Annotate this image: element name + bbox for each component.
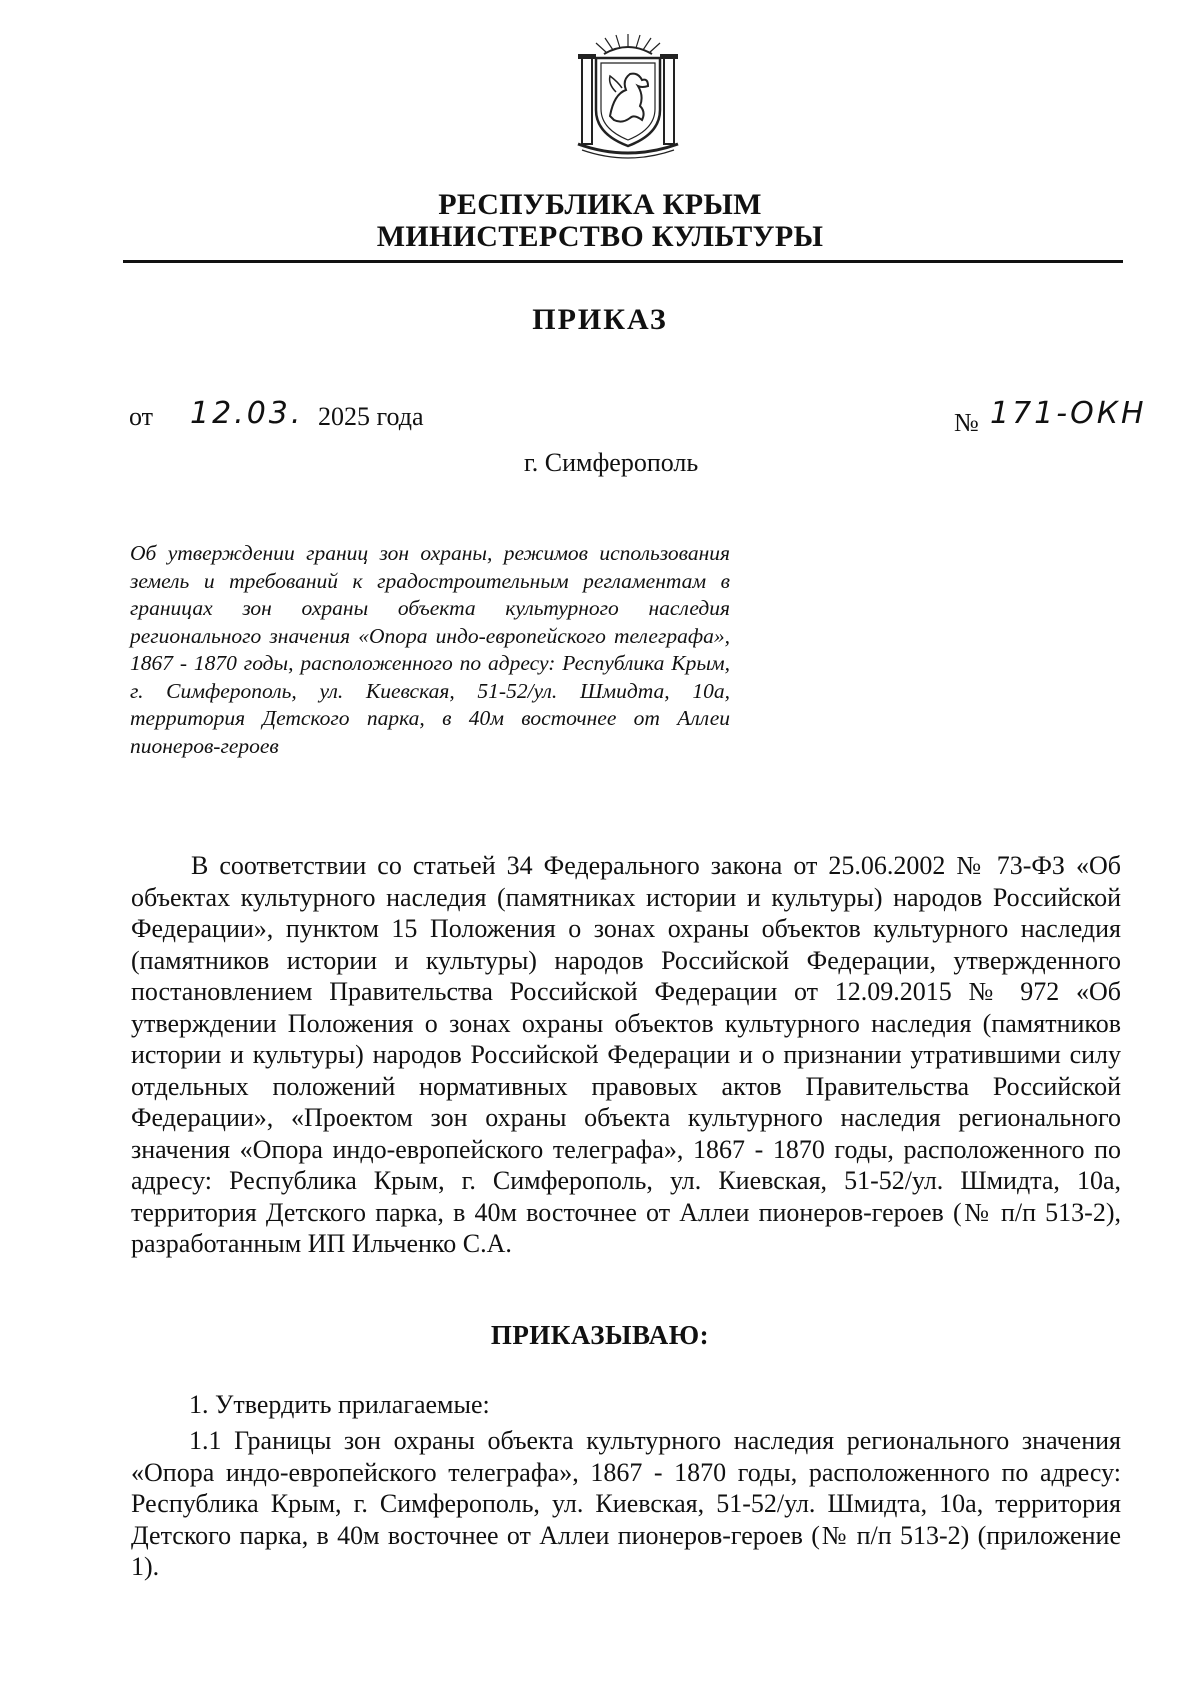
number-handwritten: 171-ОКН [990, 396, 1147, 431]
date-handwritten: 12.03. [190, 396, 304, 431]
date-year: 2025 года [318, 402, 424, 431]
order-heading: ПРИКАЗЫВАЮ: [490, 1320, 710, 1350]
header-ministry: МИНИСТЕРСТВО КУЛЬТУРЫ [376, 220, 824, 253]
header-divider [123, 260, 1123, 263]
preamble-paragraph: В соответствии со статьей 34 Федерального закона от 25.06.2002 № 73-ФЗ «Об объектах культурного наследия (памятниках истории и культуры) народов Российской Федерации», пунктом 15 Положения о зонах охраны объектов культурного наследия (памятников истории и культуры) народов Российской Федерации, утвержденного постановлением Правительства Российской Федерации от 12.09.2015 № 972 «Об утверждении Положения о зонах охраны объектов культурного наследия (памятников истории и культуры) народов Российской Федерации и о признании утратившими силу отдельных положений нормативных правовых актов Правительства Российской Федерации», «Проектом зон охраны объекта культурного наследия регионального значения «Опора индо-европейского телеграфа», 1867 - 1870 годы, расположенного по адресу: Республика Крым, г. Симферополь, ул. Киевская, 51-52/ул. Шмидта, 10а, территория Детского парка, в 40м восточнее от Аллеи пионеров-героев (№ п/п 513-2), разработанным ИП Ильченко С.А. [131, 851, 1121, 1258]
document-type: ПРИКАЗ [532, 303, 668, 336]
number-label: № [954, 408, 979, 437]
subject-block: Об утверждении границ зон охраны, режимов использования земель и требований к градостроительным регламентам в границах зон охраны объекта культурного наследия регионального значения «Опора индо-европейского телеграфа», 1867 - 1870 годы, расположенного по адресу: Республика Крым, г. Симферополь, ул. Киевская, 51-52/ул. Шмидта, 10а, территория Детского парка, в 40м восточнее от Аллеи пионеров-героев [130, 541, 730, 758]
header-republic: РЕСПУБЛИКА КРЫМ [438, 188, 762, 221]
item-1: 1. Утвердить прилагаемые: [189, 1390, 490, 1419]
item-1-1: 1.1 Границы зон охраны объекта культурного наследия регионального значения «Опора индо-европейского телеграфа», 1867 - 1870 годы, расположенного по адресу: Республика Крым, г. Симферополь, ул. Киевская, 51-52/ул. Шмидта, 10а, территория Детского парка, в 40м восточнее от Аллеи пионеров-героев (№ п/п 513-2) (приложение 1). [131, 1426, 1121, 1581]
date-prefix: от [129, 402, 154, 431]
city: г. Симферополь [524, 448, 699, 477]
coat-of-arms-icon [568, 30, 688, 160]
